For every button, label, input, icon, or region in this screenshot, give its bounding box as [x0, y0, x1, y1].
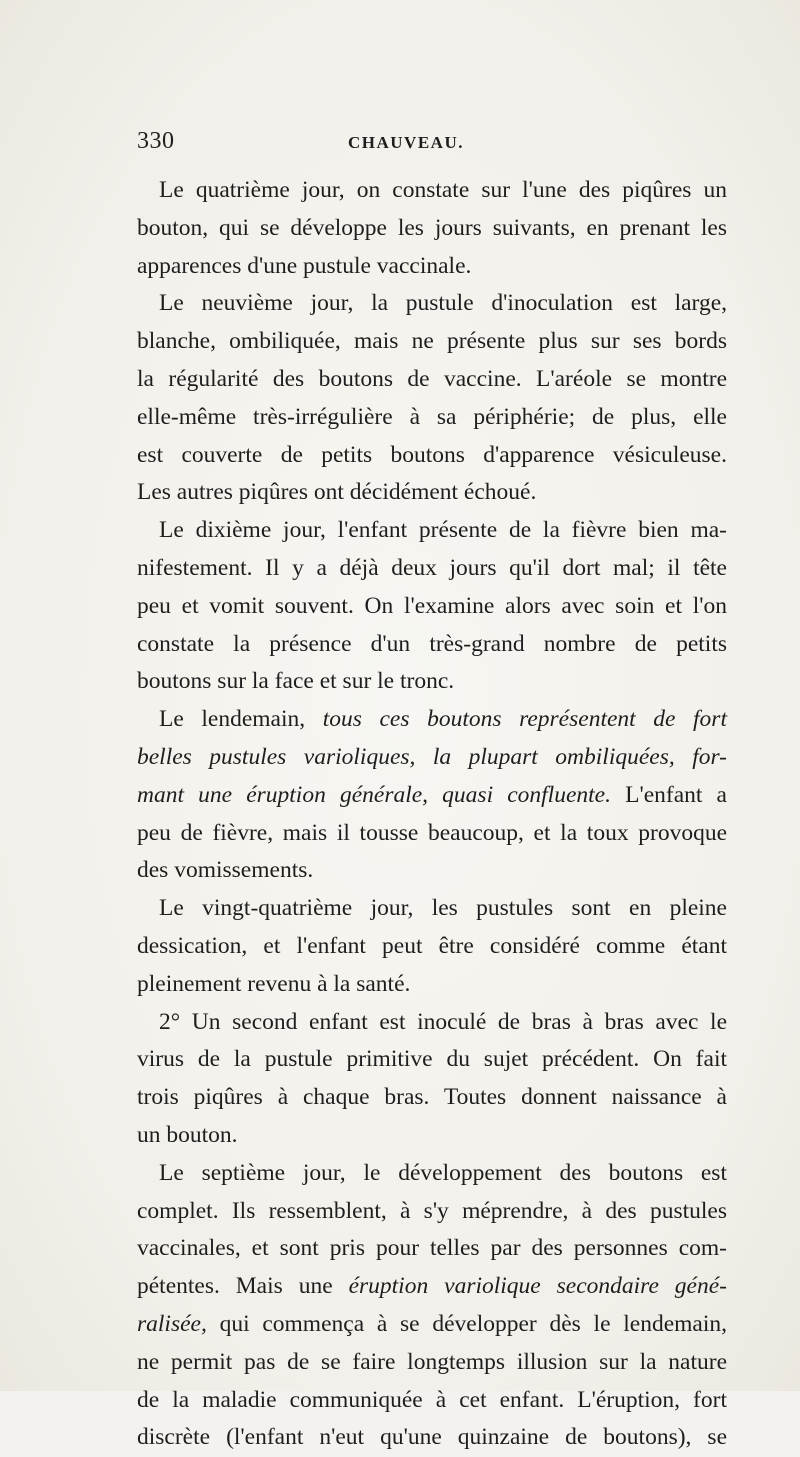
text-line: ne permit pas de se faire longtemps illusion sur la nature [137, 1348, 727, 1375]
text-line: peu de fièvre, mais il tousse beaucoup, et la toux provoque [137, 819, 727, 846]
text-line: trois piqûres à chaque bras. Toutes donnent naissance à [137, 1084, 727, 1111]
text-line [137, 739, 727, 777]
text-line: 2° Un second enfant est inoculé de bras à bras avec le [159, 1008, 727, 1035]
text-line: pleinement revenu à la santé. [137, 970, 411, 997]
text-line: des vomissements. [137, 857, 314, 884]
text-line: Le neuvième jour, la pustule d'inoculation est large, [159, 290, 727, 317]
text-run: Le lendemain, [159, 706, 323, 733]
text-line: de la maladie communiquée à cet enfant. L'éruption, fort [137, 1386, 727, 1413]
page-number: 330 [137, 128, 175, 154]
text-line: Le septième jour, le développement des boutons est [159, 1159, 727, 1186]
text-line: Le dixième jour, l'enfant présente de la fièvre bien ma- [159, 517, 727, 544]
text-line [137, 777, 727, 815]
text-line: nifestement. Il y a déjà deux jours qu'il dort mal; il tête [137, 554, 727, 581]
text-line: constate la présence d'un très-grand nombre de petits [137, 630, 727, 657]
running-head: CHAUVEAU. [348, 133, 464, 152]
text-line: vaccinales, et sont pris pour telles par des personnes com- [137, 1235, 727, 1262]
italic-text: ralisée, [137, 1310, 207, 1337]
text-line: Le vingt-quatrième jour, les pustules sont en pleine [159, 895, 727, 922]
text-line: apparences d'une pustule vaccinale. [137, 252, 472, 279]
text-line: la régularité des boutons de vaccine. L'aréole se montre [137, 365, 727, 392]
text-line [137, 1306, 727, 1344]
text-run: pétentes. Mais une [137, 1273, 349, 1300]
text-line: Les autres piqûres ont décidément échoué. [137, 479, 537, 506]
body-text [137, 172, 727, 1457]
italic-text: éruption variolique secondaire géné- [348, 1273, 727, 1300]
text-line: elle-même très-irrégulière à sa périphérie; de plus, elle [137, 403, 727, 430]
text-line: blanche, ombiliquée, mais ne présente plus sur ses bords [137, 328, 727, 355]
text-run: qui commença à se développer dès le lendemain, [206, 1310, 727, 1337]
text-line: Le quatrième jour, on constate sur l'une des piqûres un [159, 177, 727, 203]
text-line: virus de la pustule primitive du sujet précédent. On fait [137, 1046, 727, 1073]
text-line: peu et vomit souvent. On l'examine alors avec soin et l'on [137, 592, 727, 619]
text-line: discrète (l'enfant n'eut qu'une quinzaine de boutons), se [137, 1424, 727, 1451]
text-line: est couverte de petits boutons d'apparence vésiculeuse. [137, 441, 727, 468]
text-run: L'enfant a [610, 781, 727, 808]
text-line: boutons sur la face et sur le tronc. [137, 668, 455, 695]
text-line: dessication, et l'enfant peut être considéré comme étant [137, 932, 727, 959]
italic-text: belles pustules varioliques, la plupart ombiliquées, for- [137, 743, 727, 770]
italic-text: mant une éruption générale, quasi confluente. [137, 781, 611, 808]
text-line [137, 701, 727, 739]
italic-text: tous ces boutons représentent de fort [322, 706, 727, 733]
text-line: bouton, qui se développe les jours suivants, en prenant les [137, 214, 727, 241]
text-line: complet. Ils ressemblent, à s'y méprendre, à des pustules [137, 1197, 727, 1224]
text-line: un bouton. [137, 1121, 238, 1148]
text-line [137, 1268, 727, 1306]
